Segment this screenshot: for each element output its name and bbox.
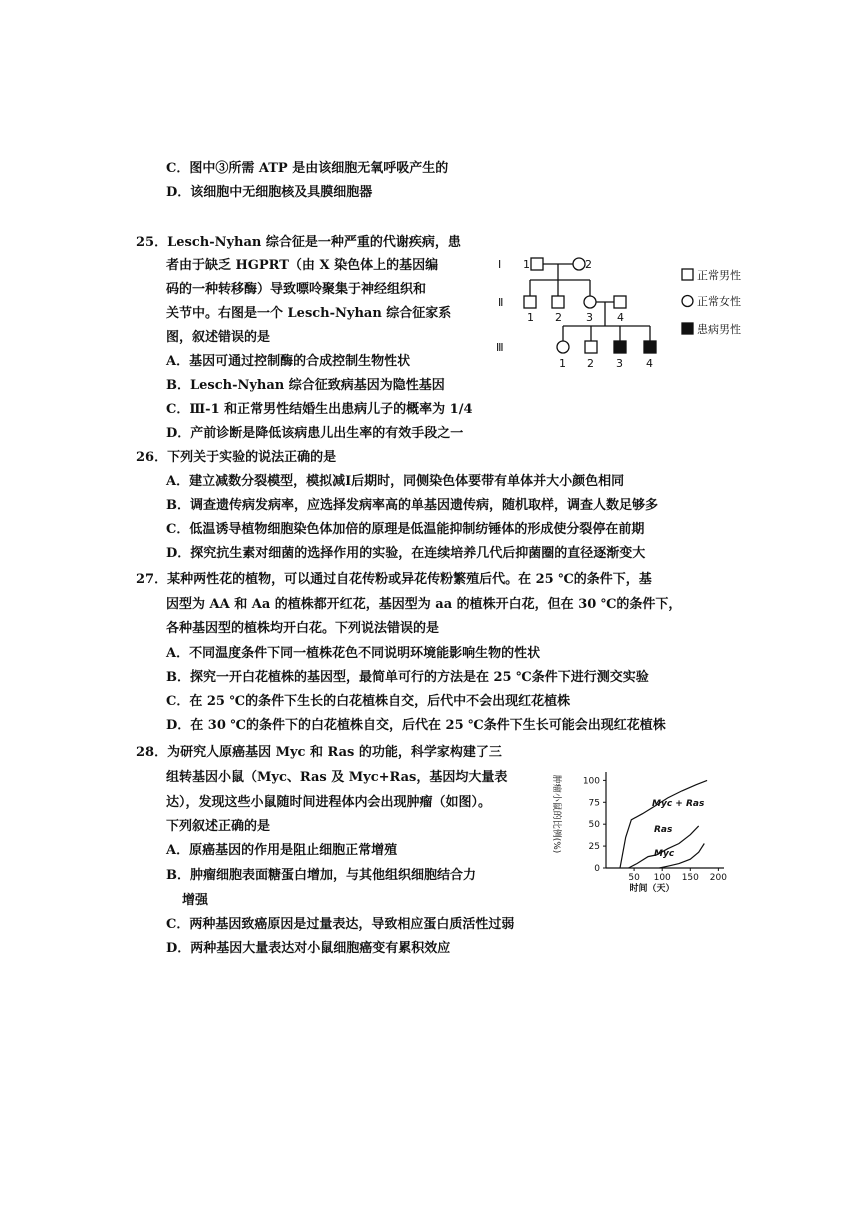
pedigree-I2-normal-female bbox=[573, 258, 585, 270]
I1-number: 1 bbox=[523, 258, 530, 271]
pedigree-II3-normal-female bbox=[584, 296, 596, 308]
question-25-stem: 图，叙述错误的是 bbox=[166, 330, 271, 345]
question-28-stem: 达），发现这些小鼠随时间进程体内会出现肿瘤（如图）。 bbox=[166, 795, 492, 810]
question-27-option-a: A．不同温度条件下同一植株花色不同说明环境能影响生物的性状 bbox=[166, 646, 541, 661]
y-axis-label: 肿瘤小鼠的比例(%) bbox=[551, 774, 561, 854]
question-28-stem: 组转基因小鼠（Myc、Ras 及 Myc+Ras，基因均大量表 bbox=[166, 770, 508, 785]
question-27-stem: 各种基因型的植株均开白花。下列说法错误的是 bbox=[166, 621, 440, 636]
legend-normal-female-symbol bbox=[682, 296, 693, 307]
pedigree-III1-normal-female bbox=[557, 341, 569, 353]
question-28-option-b-cont: 增强 bbox=[182, 893, 209, 908]
pedigree-III3-affected-male bbox=[614, 341, 626, 353]
question-24-option-d: D．该细胞中无细胞核及具膜细胞器 bbox=[166, 185, 373, 200]
chart-series-labels bbox=[652, 799, 705, 859]
question-26-stem: 26．下列关于实验的说法正确的是 bbox=[136, 450, 337, 465]
question-28-option-c: C．两种基因致癌原因是过量表达，导致相应蛋白质活性过弱 bbox=[166, 917, 515, 932]
y-tick-label: 0 bbox=[594, 864, 600, 874]
III2-number: 2 bbox=[587, 357, 594, 370]
legend-normal-female-label: 正常女性 bbox=[697, 295, 741, 308]
pedigree-II1-normal-male bbox=[524, 296, 536, 308]
question-25-option-c: C．Ⅲ-1 和正常男性结婚生出患病儿子的概率为 1/4 bbox=[166, 402, 473, 417]
question-25-stem: 25．Lesch-Nyhan 综合征是一种严重的代谢疾病，患 bbox=[136, 235, 461, 250]
III1-number: 1 bbox=[559, 357, 566, 370]
gen-III-label: Ⅲ bbox=[496, 341, 504, 354]
gen-II-label: Ⅱ bbox=[498, 296, 504, 309]
question-28-option-b: B．肿瘤细胞表面糖蛋白增加，与其他组织细胞结合力 bbox=[166, 868, 476, 883]
pedigree-III2-normal-male bbox=[585, 341, 597, 353]
question-25-option-d: D．产前诊断是降低该病患儿出生率的有效手段之一 bbox=[166, 426, 464, 441]
question-25-stem: 码的一种转移酶）导致嘌呤聚集于神经组织和 bbox=[166, 282, 427, 297]
pedigree-II4-normal-male bbox=[614, 296, 626, 308]
x-tick-label: 150 bbox=[681, 873, 699, 883]
series-label: Myc bbox=[654, 849, 675, 859]
pedigree-I1-normal-male bbox=[531, 258, 543, 270]
pedigree-II2-normal-male bbox=[552, 296, 564, 308]
question-28-stem: 下列叙述正确的是 bbox=[166, 819, 271, 834]
question-26-option-d: D．探究抗生素对细菌的选择作用的实验，在连续培养几代后抑菌圈的直径逐渐变大 bbox=[166, 546, 646, 561]
II1-number: 1 bbox=[527, 311, 534, 324]
x-tick-label: 100 bbox=[653, 873, 671, 883]
series-label: Myc + Ras bbox=[652, 799, 705, 809]
y-tick-label: 50 bbox=[588, 820, 600, 831]
y-tick-label: 75 bbox=[588, 798, 600, 809]
question-27-stem: 因型为 AA 和 Aa 的植株都开红花，基因型为 aa 的植株开白花，但在 30 ℃的条件下， bbox=[166, 597, 682, 612]
question-26-option-c: C．低温诱导植物细胞染色体加倍的原理是低温能抑制纺锤体的形成使分裂停在前期 bbox=[166, 522, 645, 537]
tumor-line-chart bbox=[540, 762, 730, 902]
pedigree-diagram bbox=[490, 250, 760, 375]
question-26-option-a: A．建立减数分裂模型，模拟减Ⅰ后期时，同侧染色体要带有单体并大小颜色相同 bbox=[166, 474, 625, 489]
y-tick-label: 100 bbox=[582, 776, 600, 787]
y-tick-label: 25 bbox=[588, 842, 600, 853]
question-25-option-b: B．Lesch-Nyhan 综合征致病基因为隐性基因 bbox=[166, 378, 445, 393]
legend-normal-male-label: 正常男性 bbox=[697, 269, 741, 282]
question-26-option-b: B．调查遗传病发病率，应选择发病率高的单基因遗传病，随机取样，调查人数足够多 bbox=[166, 498, 658, 513]
question-27-stem: 27．某种两性花的植物，可以通过自花传粉或异花传粉繁殖后代。在 25 ℃的条件下，基 bbox=[136, 572, 652, 587]
x-tick-label: 200 bbox=[709, 873, 727, 883]
question-28-stem: 28．为研究人原癌基因 Myc 和 Ras 的功能，科学家构建了三 bbox=[136, 745, 502, 760]
question-24-option-c: C．图中③所需 ATP 是由该细胞无氧呼吸产生的 bbox=[166, 161, 449, 176]
series-label: Ras bbox=[654, 825, 673, 835]
legend-normal-male-symbol bbox=[682, 269, 693, 280]
x-tick-label: 50 bbox=[628, 873, 640, 883]
question-28-option-a: A．原癌基因的作用是阻止细胞正常增殖 bbox=[166, 843, 398, 858]
question-27-option-c: C．在 25 ℃的条件下生长的白花植株自交，后代中不会出现红花植株 bbox=[166, 694, 571, 709]
question-25-option-a: A．基因可通过控制酶的合成控制生物性状 bbox=[166, 354, 411, 369]
question-25-stem: 者由于缺乏 HGPRT（由 X 染色体上的基因编 bbox=[166, 258, 439, 273]
gen-I-label: Ⅰ bbox=[498, 258, 502, 271]
III4-number: 4 bbox=[646, 357, 653, 370]
legend-affected-male-symbol bbox=[682, 323, 693, 334]
legend-affected-male-label: 患病男性 bbox=[697, 323, 741, 336]
III3-number: 3 bbox=[616, 357, 623, 370]
question-27-option-b: B．探究一开白花植株的基因型，最简单可行的方法是在 25 ℃条件下进行测交实验 bbox=[166, 670, 649, 685]
II3-number: 3 bbox=[586, 311, 593, 324]
question-28-option-d: D．两种基因大量表达对小鼠细胞癌变有累积效应 bbox=[166, 941, 451, 956]
question-27-option-d: D．在 30 ℃的条件下的白花植株自交，后代在 25 ℃条件下生长可能会出现红花植株 bbox=[166, 718, 666, 733]
question-25-stem: 关节中。右图是一个 Lesch-Nyhan 综合征家系 bbox=[166, 306, 452, 321]
II4-number: 4 bbox=[617, 311, 624, 324]
x-axis-label: 时间（天） bbox=[629, 884, 675, 894]
pedigree-III4-affected-male bbox=[644, 341, 656, 353]
II2-number: 2 bbox=[555, 311, 562, 324]
I2-number: 2 bbox=[585, 258, 592, 271]
